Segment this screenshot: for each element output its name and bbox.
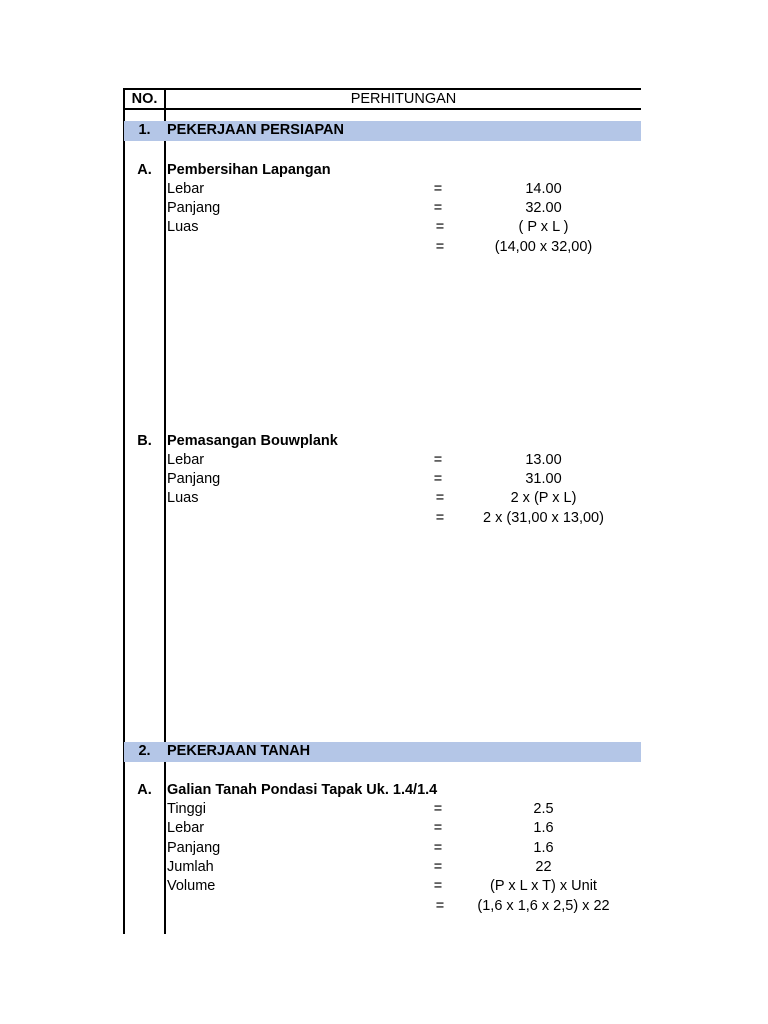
row-eq: = xyxy=(433,859,443,875)
row-label: Tinggi xyxy=(167,801,206,817)
item-no-1a: A. xyxy=(137,162,152,178)
section-title-1: PEKERJAAN PERSIAPAN xyxy=(167,122,344,138)
section-no-2: 2. xyxy=(138,743,151,759)
row-label: Panjang xyxy=(167,200,221,216)
row-eq: = xyxy=(433,200,443,216)
row-value: 13.00 xyxy=(525,452,562,468)
row-label: Luas xyxy=(167,219,199,235)
no-column-divider xyxy=(164,88,166,934)
row-eq: = xyxy=(433,840,443,856)
row-eq: = xyxy=(433,801,443,817)
row-eq: = xyxy=(435,490,445,506)
row-label: Jumlah xyxy=(167,859,214,875)
item-title-1b: Pemasangan Bouwplank xyxy=(167,433,338,449)
row-eq: = xyxy=(433,452,443,468)
table-top-border xyxy=(123,88,641,90)
row-eq: = xyxy=(435,898,445,914)
item-title-1a: Pembersihan Lapangan xyxy=(167,162,331,178)
row-label: Volume xyxy=(167,878,216,894)
row-value: 32.00 xyxy=(525,200,562,216)
row-value: 2.5 xyxy=(533,801,554,817)
row-value: ( P x L ) xyxy=(518,219,569,235)
row-value: (P x L x T) x Unit xyxy=(490,878,597,894)
header-bottom-border xyxy=(123,108,641,110)
row-value: 14.00 xyxy=(525,181,562,197)
table-left-border xyxy=(123,88,125,934)
item-title-2a: Galian Tanah Pondasi Tapak Uk. 1.4/1.4 xyxy=(167,782,438,798)
row-value: 1.6 xyxy=(533,820,554,836)
row-label: Lebar xyxy=(167,181,205,197)
row-eq: = xyxy=(433,878,443,894)
header-no: NO. xyxy=(131,91,158,107)
row-label: Panjang xyxy=(167,471,221,487)
row-value: 2 x (P x L) xyxy=(510,490,577,506)
item-no-2a: A. xyxy=(137,782,152,798)
section-no-1: 1. xyxy=(138,122,151,138)
row-label: Lebar xyxy=(167,452,205,468)
item-no-1b: B. xyxy=(137,433,152,449)
row-value: 1.6 xyxy=(533,840,554,856)
row-eq: = xyxy=(433,181,443,197)
row-value: 2 x (31,00 x 13,00) xyxy=(483,510,604,526)
row-value: (14,00 x 32,00) xyxy=(494,239,593,255)
row-label: Luas xyxy=(167,490,199,506)
row-label: Lebar xyxy=(167,820,205,836)
row-eq: = xyxy=(435,510,445,526)
row-value: 31.00 xyxy=(525,471,562,487)
row-label: Panjang xyxy=(167,840,221,856)
section-title-2: PEKERJAAN TANAH xyxy=(167,743,311,759)
row-value: (1,6 x 1,6 x 2,5) x 22 xyxy=(477,898,610,914)
header-perhitungan: PERHITUNGAN xyxy=(350,91,457,107)
row-value: 22 xyxy=(535,859,552,875)
row-eq: = xyxy=(433,820,443,836)
row-eq: = xyxy=(435,219,445,235)
row-eq: = xyxy=(433,471,443,487)
row-eq: = xyxy=(435,239,445,255)
